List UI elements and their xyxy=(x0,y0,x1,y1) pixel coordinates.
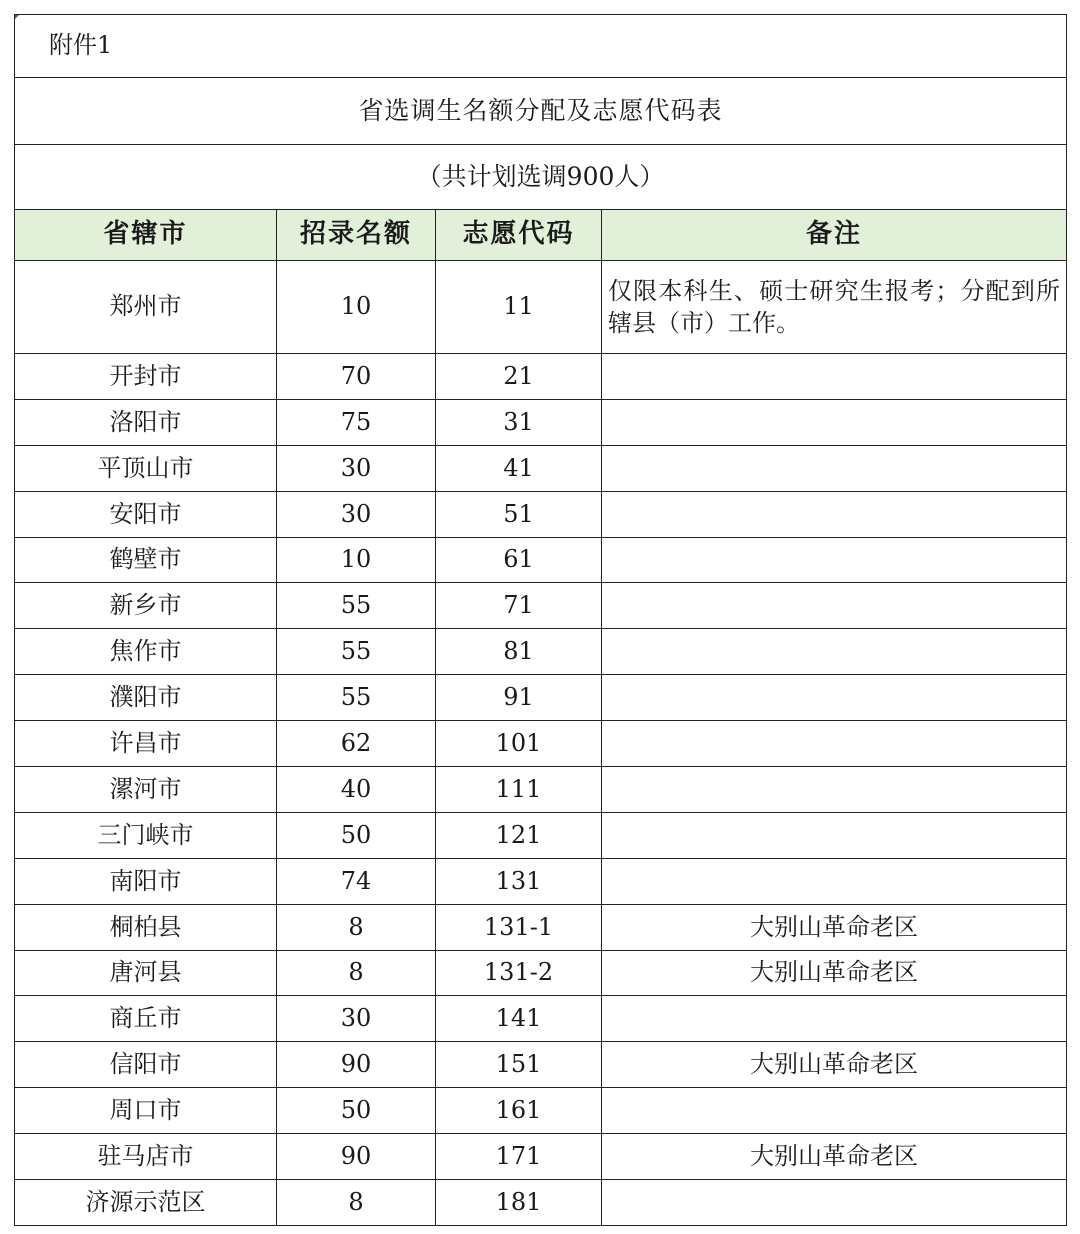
code-cell: 131-1 xyxy=(436,904,602,950)
header-city: 省辖市 xyxy=(15,210,277,261)
code-cell: 181 xyxy=(436,1180,602,1226)
quota-cell: 30 xyxy=(277,491,436,537)
code-cell: 151 xyxy=(436,1042,602,1088)
note-cell: 大别山革命老区 xyxy=(602,1134,1067,1180)
note-cell xyxy=(602,1088,1067,1134)
note-cell xyxy=(602,629,1067,675)
code-cell: 11 xyxy=(436,261,602,354)
note-cell: 大别山革命老区 xyxy=(602,904,1067,950)
code-cell: 141 xyxy=(436,996,602,1042)
city-cell: 驻马店市 xyxy=(15,1134,277,1180)
city-cell: 漯河市 xyxy=(15,767,277,813)
quota-cell: 90 xyxy=(277,1134,436,1180)
quota-cell: 90 xyxy=(277,1042,436,1088)
header-quota: 招录名额 xyxy=(277,210,436,261)
code-cell: 101 xyxy=(436,721,602,767)
city-cell: 周口市 xyxy=(15,1088,277,1134)
table-row xyxy=(15,858,1067,904)
table-row xyxy=(15,399,1067,445)
quota-cell: 8 xyxy=(277,1180,436,1226)
note-cell xyxy=(602,399,1067,445)
note-cell xyxy=(602,445,1067,491)
city-cell: 平顶山市 xyxy=(15,445,277,491)
note-cell xyxy=(602,537,1067,583)
code-cell: 61 xyxy=(436,537,602,583)
table-row xyxy=(15,445,1067,491)
table-row xyxy=(15,950,1067,996)
note-cell: 大别山革命老区 xyxy=(602,950,1067,996)
quota-cell: 10 xyxy=(277,537,436,583)
table-row xyxy=(15,812,1067,858)
note-cell: 大别山革命老区 xyxy=(602,1042,1067,1088)
quota-cell: 40 xyxy=(277,767,436,813)
quota-cell: 10 xyxy=(277,261,436,354)
quota-cell: 30 xyxy=(277,996,436,1042)
table-row xyxy=(15,261,1067,354)
note-cell xyxy=(602,354,1067,400)
city-cell: 新乡市 xyxy=(15,583,277,629)
city-cell: 鹤壁市 xyxy=(15,537,277,583)
note-cell: 仅限本科生、硕士研究生报考；分配到所辖县（市）工作。 xyxy=(602,261,1067,354)
code-cell: 121 xyxy=(436,812,602,858)
quota-table xyxy=(14,14,1067,1226)
subtitle-row xyxy=(15,145,1067,210)
quota-cell: 50 xyxy=(277,1088,436,1134)
code-cell: 31 xyxy=(436,399,602,445)
note-cell xyxy=(602,812,1067,858)
attachment-row xyxy=(15,15,1067,78)
quota-cell: 8 xyxy=(277,950,436,996)
table-row xyxy=(15,583,1067,629)
table-row xyxy=(15,354,1067,400)
quota-cell: 75 xyxy=(277,399,436,445)
table-row xyxy=(15,1088,1067,1134)
note-cell xyxy=(602,491,1067,537)
note-cell xyxy=(602,675,1067,721)
city-cell: 安阳市 xyxy=(15,491,277,537)
quota-cell: 55 xyxy=(277,583,436,629)
header-row xyxy=(15,210,1067,261)
code-cell: 81 xyxy=(436,629,602,675)
table-row xyxy=(15,996,1067,1042)
table-row xyxy=(15,767,1067,813)
table-row xyxy=(15,1134,1067,1180)
code-cell: 171 xyxy=(436,1134,602,1180)
code-cell: 161 xyxy=(436,1088,602,1134)
code-cell: 131-2 xyxy=(436,950,602,996)
note-cell xyxy=(602,721,1067,767)
city-cell: 桐柏县 xyxy=(15,904,277,950)
quota-cell: 62 xyxy=(277,721,436,767)
header-note: 备注 xyxy=(602,210,1067,261)
code-cell: 71 xyxy=(436,583,602,629)
table-row xyxy=(15,537,1067,583)
code-cell: 91 xyxy=(436,675,602,721)
city-cell: 三门峡市 xyxy=(15,812,277,858)
quota-cell: 55 xyxy=(277,675,436,721)
city-cell: 洛阳市 xyxy=(15,399,277,445)
table-row xyxy=(15,491,1067,537)
table-row xyxy=(15,721,1067,767)
note-cell xyxy=(602,583,1067,629)
quota-cell: 30 xyxy=(277,445,436,491)
note-cell xyxy=(602,858,1067,904)
city-cell: 开封市 xyxy=(15,354,277,400)
city-cell: 焦作市 xyxy=(15,629,277,675)
quota-cell: 70 xyxy=(277,354,436,400)
note-cell xyxy=(602,767,1067,813)
city-cell: 濮阳市 xyxy=(15,675,277,721)
code-cell: 21 xyxy=(436,354,602,400)
note-cell xyxy=(602,996,1067,1042)
table-row xyxy=(15,1042,1067,1088)
table-title: 省选调生名额分配及志愿代码表 xyxy=(15,78,1067,145)
code-cell: 111 xyxy=(436,767,602,813)
table-subtitle: （共计划选调900人） xyxy=(15,145,1067,210)
city-cell: 南阳市 xyxy=(15,858,277,904)
quota-cell: 74 xyxy=(277,858,436,904)
code-cell: 131 xyxy=(436,858,602,904)
table-row xyxy=(15,904,1067,950)
quota-cell: 8 xyxy=(277,904,436,950)
quota-table-sheet xyxy=(14,14,1066,1226)
city-cell: 济源示范区 xyxy=(15,1180,277,1226)
quota-cell: 55 xyxy=(277,629,436,675)
city-cell: 唐河县 xyxy=(15,950,277,996)
title-row xyxy=(15,78,1067,145)
city-cell: 商丘市 xyxy=(15,996,277,1042)
city-cell: 信阳市 xyxy=(15,1042,277,1088)
table-row xyxy=(15,675,1067,721)
header-code: 志愿代码 xyxy=(436,210,602,261)
table-row xyxy=(15,1180,1067,1226)
quota-cell: 50 xyxy=(277,812,436,858)
code-cell: 41 xyxy=(436,445,602,491)
note-cell xyxy=(602,1180,1067,1226)
code-cell: 51 xyxy=(436,491,602,537)
table-row xyxy=(15,629,1067,675)
city-cell: 许昌市 xyxy=(15,721,277,767)
city-cell: 郑州市 xyxy=(15,261,277,354)
attachment-label: 附件1 xyxy=(15,15,1067,78)
